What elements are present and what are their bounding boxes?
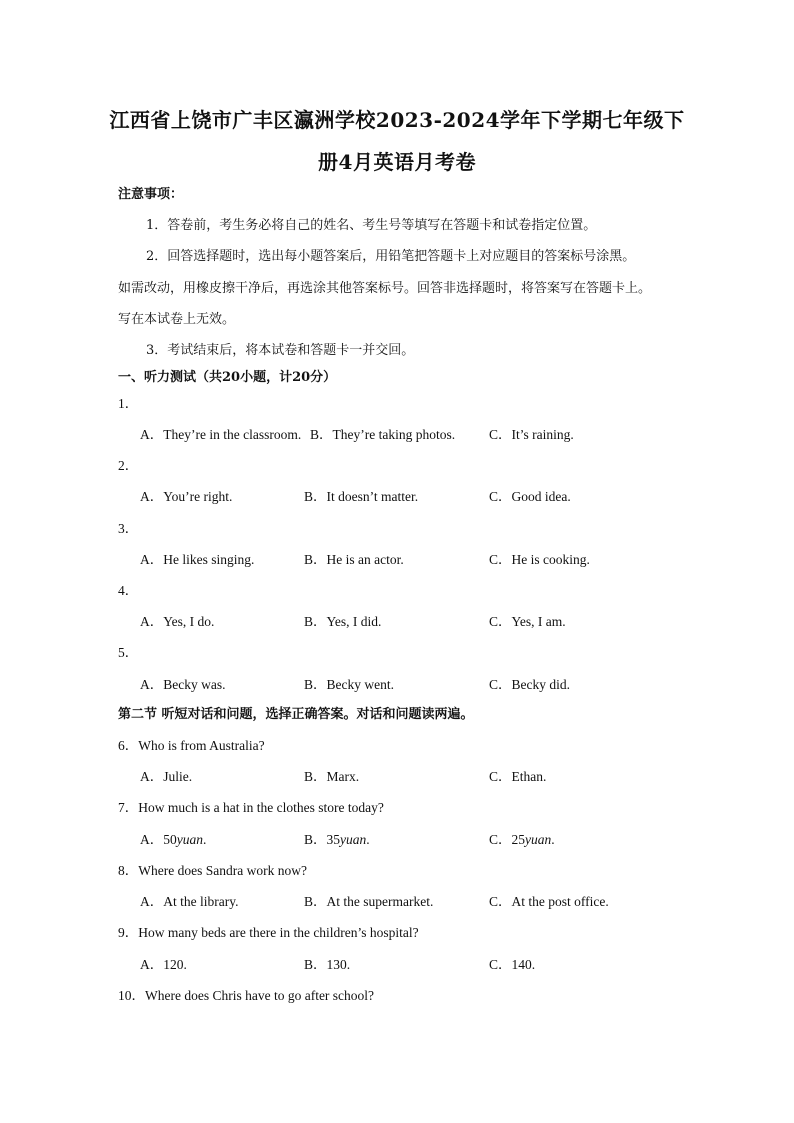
option-a-amount: A．50 xyxy=(140,832,177,847)
notice-item-1: 1．答卷前，考生务必将自己的姓名、考生号等填写在答题卡和试卷指定位置。 xyxy=(146,218,597,233)
option-b: B．It doesn’t matter. xyxy=(304,489,419,504)
option-a: A．Becky was. xyxy=(140,677,226,692)
option-b: B．Marx. xyxy=(304,769,360,784)
option-b: B．They’re taking photos. xyxy=(310,427,456,442)
option-a: A．120. xyxy=(140,957,187,972)
option-c-dot: . xyxy=(551,832,555,847)
notice-heading: 注意事项： xyxy=(118,187,184,202)
currency-unit: yuan xyxy=(525,832,552,847)
notice-item-2a: 2．回答选择题时，选出每小题答案后，用铅笔把答题卡上对应题目的答案标号涂黑。 xyxy=(146,249,636,264)
option-c-amount: C．25 xyxy=(489,832,526,847)
option-c: C．Ethan. xyxy=(489,769,547,784)
exam-title-line2: 册4月英语月考卷 xyxy=(318,150,476,174)
question-number: 5． xyxy=(118,645,139,660)
option-b xyxy=(304,832,370,848)
option-c xyxy=(489,832,555,848)
question-number: 2． xyxy=(118,458,139,473)
exam-title-line1: 江西省上饶市广丰区瀛洲学校2023-2024学年下学期七年级下 xyxy=(109,108,685,132)
option-c: C．It’s raining. xyxy=(489,427,574,442)
currency-unit: yuan xyxy=(340,832,367,847)
question-text: 7．How much is a hat in the clothes store today? xyxy=(118,800,384,815)
option-c: C．140. xyxy=(489,957,536,972)
option-b: B．130. xyxy=(304,957,351,972)
option-a: A．Yes, I do. xyxy=(140,614,215,629)
option-c: C．Yes, I am. xyxy=(489,614,566,629)
notice-item-2c: 写在本试卷上无效。 xyxy=(118,312,236,327)
section1-heading: 一、听力测试（共20小题，计20分） xyxy=(118,370,337,385)
question-text: 8．Where does Sandra work now? xyxy=(118,863,307,878)
notice-item-2b: 如需改动，用橡皮擦干净后，再选涂其他答案标号。回答非选择题时，将答案写在答题卡上。 xyxy=(118,281,652,296)
section2-heading: 第二节 听短对话和问题，选择正确答案。对话和问题读两遍。 xyxy=(118,707,474,722)
option-c: C．He is cooking. xyxy=(489,552,590,567)
question-text: 6．Who is from Australia? xyxy=(118,738,265,753)
option-a: A．Julie. xyxy=(140,769,193,784)
option-a xyxy=(140,832,206,848)
option-c: C．Becky did. xyxy=(489,677,570,692)
option-b-dot: . xyxy=(366,832,370,847)
question-number: 1． xyxy=(118,396,139,411)
currency-unit: yuan xyxy=(176,832,203,847)
option-a: A．You’re right. xyxy=(140,489,233,504)
option-c: C．Good idea. xyxy=(489,489,571,504)
option-a: A．At the library. xyxy=(140,894,239,909)
option-a-dot: . xyxy=(203,832,207,847)
option-b: B．At the supermarket. xyxy=(304,894,434,909)
question-number: 3． xyxy=(118,521,139,536)
notice-item-3: 3．考试结束后，将本试卷和答题卡一并交回。 xyxy=(146,343,415,358)
option-b: B．He is an actor. xyxy=(304,552,404,567)
option-a: A．He likes singing. xyxy=(140,552,255,567)
option-b: B．Becky went. xyxy=(304,677,394,692)
option-b-amount: B．35 xyxy=(304,832,341,847)
option-b: B．Yes, I did. xyxy=(304,614,382,629)
question-number: 4． xyxy=(118,583,139,598)
question-text: 9．How many beds are there in the children’s hospital? xyxy=(118,925,419,940)
option-c: C．At the post office. xyxy=(489,894,609,909)
question-text: 10．Where does Chris have to go after school? xyxy=(118,988,375,1003)
option-a: A．They’re in the classroom. xyxy=(140,427,302,442)
